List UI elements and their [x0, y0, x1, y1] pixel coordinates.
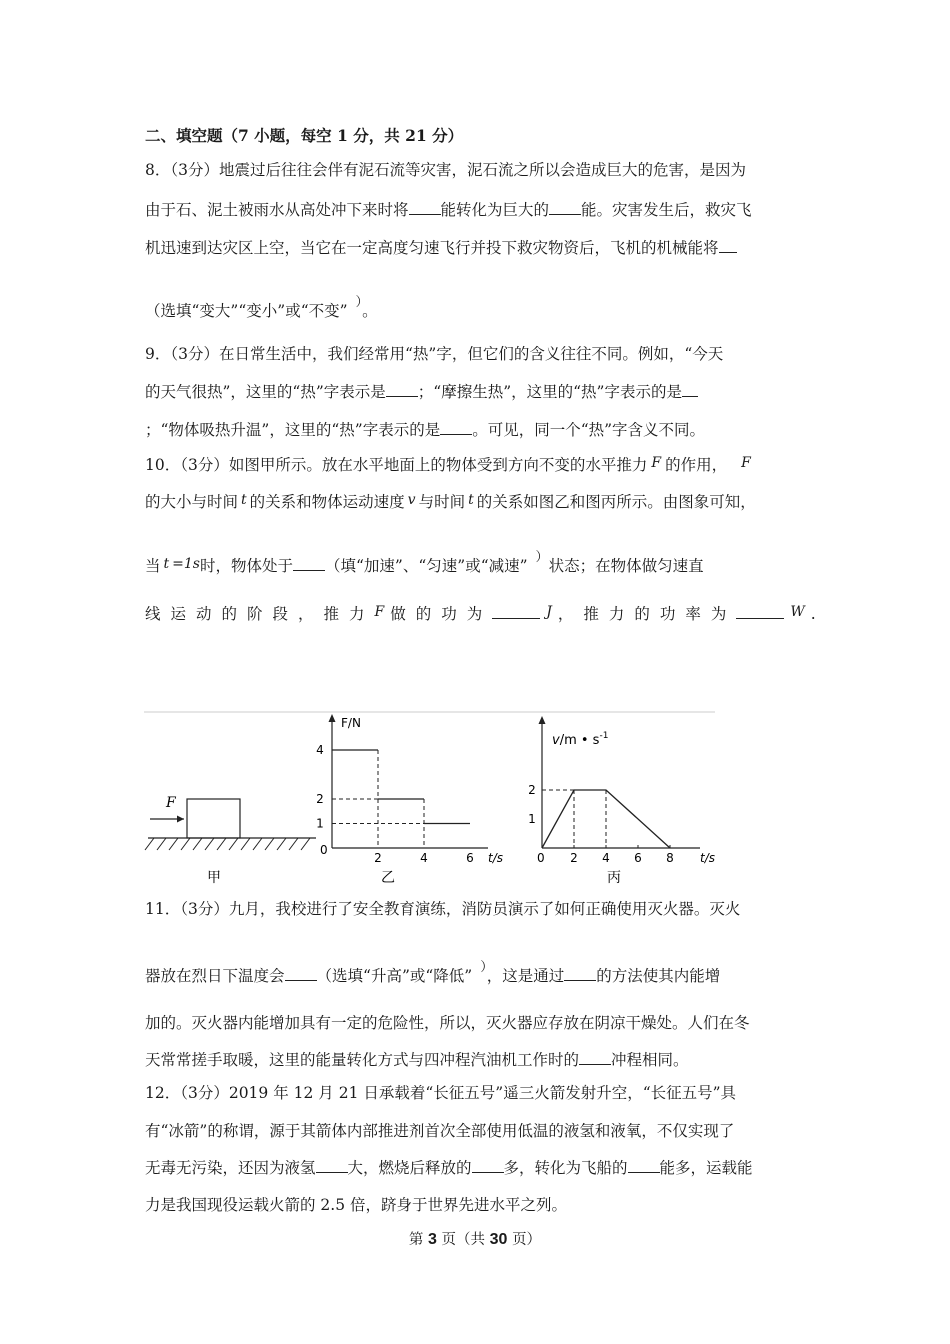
caption-jia: 甲 — [207, 870, 221, 886]
force-label: F — [166, 795, 176, 811]
hatch-stroke — [229, 838, 238, 850]
yi-y-arrow — [329, 714, 336, 722]
bing-xtick-label: 6 — [634, 851, 642, 865]
force-arrowhead — [177, 816, 184, 823]
q12-blank2[interactable] — [472, 1158, 504, 1173]
panel-jia — [145, 795, 316, 886]
yi-xtick-label: 6 — [466, 851, 474, 865]
yi-ytick-label: 2 — [316, 792, 324, 806]
yi-origin: 0 — [320, 843, 328, 857]
bing-ytick-label: 2 — [528, 783, 536, 797]
hatch-stroke — [181, 838, 190, 850]
q9-blank1[interactable] — [386, 382, 418, 397]
q11-blank1[interactable] — [285, 966, 317, 981]
q8-line2: 由于石、泥土被雨水从高处冲下来时将 能转化为巨大的 能。灾害发生后，救灾飞 — [145, 201, 752, 219]
bing-xlabel: t/s — [700, 851, 715, 865]
q11-line1: 11．（3分）九月，我校进行了安全教育演练，消防员演示了如何正确使用灭火器。灭火 — [145, 900, 741, 918]
ground-hatching — [145, 838, 310, 850]
q12-line1: 12．（3分）2019 年 12 月 21 日承载着“长征五号”遥三火箭发射升空，“长征五号”具 — [145, 1084, 737, 1102]
q10-blank1[interactable] — [293, 556, 325, 571]
caption-yi: 乙 — [381, 870, 395, 886]
q8-blank3[interactable] — [719, 238, 737, 253]
bing-origin: 0 — [537, 851, 545, 865]
yi-xlabel: t/s — [488, 851, 503, 865]
q11-line2: 器放在烈日下温度会 （选填“升高”或“降低” ），这是通过 的方法使其内能增 — [145, 960, 721, 985]
yi-ytick-label: 4 — [316, 743, 324, 757]
q12-line3: 无毒无污染，还因为液氢 大，燃烧后释放的 多，转化为飞船的 能多，运载能 — [145, 1159, 753, 1177]
hatch-stroke — [193, 838, 202, 850]
hatch-stroke — [301, 838, 310, 850]
hatch-stroke — [169, 838, 178, 850]
yi-ylabel: F/N — [341, 716, 361, 730]
q10-line1: 10．（3分）如图甲所示。放在水平地面上的物体受到方向不变的水平推力 F 的作用， F — [145, 455, 751, 474]
hatch-stroke — [157, 838, 166, 850]
hatch-stroke — [277, 838, 286, 850]
q10-blank2[interactable] — [492, 604, 540, 619]
bing-xtick-label: 4 — [602, 851, 610, 865]
q12-line4: 力是我国现役运载火箭的 2.5 倍，跻身于世界先进水平之列。 — [145, 1196, 568, 1214]
q11-line3: 加的。灭火器内能增加具有一定的危险性，所以，灭火器应存放在阴凉干燥处。人们在冬 — [145, 1014, 750, 1032]
q10-line3: 当 t =1s时，物体处于 （填“加速”、“匀速”或“减速” ）状态；在物体做匀速直 — [145, 550, 704, 575]
hatch-stroke — [205, 838, 214, 850]
panel-bing — [528, 716, 715, 886]
bing-ytick-label: 1 — [528, 812, 536, 826]
q10-line2: 的大小与时间 t 的关系和物体运动速度 v 与时间 t 的关系如图乙和图丙所示。由图象可知， — [145, 492, 756, 511]
q12-blank3[interactable] — [628, 1158, 660, 1173]
yi-xtick-label: 2 — [374, 851, 382, 865]
caption-bing: 丙 — [607, 870, 621, 886]
footer-page: 3 — [428, 1231, 437, 1248]
q9-line1: 9．（3分）在日常生活中，我们经常用“热”字，但它们的含义往往不同。例如，“今天 — [145, 345, 724, 363]
hatch-stroke — [265, 838, 274, 850]
panel-yi — [316, 714, 503, 886]
hatch-stroke — [241, 838, 250, 850]
section-heading: 二、填空题（7 小题，每空 1 分，共 21 分） — [145, 126, 464, 145]
q8-line1: 8．（3分）地震过后往往会伴有泥石流等灾害，泥石流之所以会造成巨大的危害，是因为 — [145, 161, 746, 179]
q10-line4: 线运动的阶段，推力F 做的功为 J ，推力的功率为 W . — [145, 604, 816, 623]
yi-xtick-label: 4 — [420, 851, 428, 865]
bing-y-arrow — [539, 716, 546, 724]
q10-figure — [140, 705, 730, 890]
bing-xtick-label: 8 — [666, 851, 674, 865]
hatch-stroke — [145, 838, 154, 850]
q9-blank3[interactable] — [440, 420, 472, 435]
hatch-stroke — [289, 838, 298, 850]
q9-line3: ；“物体吸热升温”，这里的“热”字表示的是 。可见，同一个“热”字含义不同。 — [145, 421, 706, 439]
yi-ytick-label: 1 — [316, 816, 324, 831]
q11-blank3[interactable] — [579, 1050, 611, 1065]
q11-blank2[interactable] — [564, 966, 596, 981]
bing-xtick-label: 2 — [570, 851, 578, 865]
q8-blank1[interactable] — [409, 200, 441, 215]
q10-blank3[interactable] — [736, 604, 784, 619]
hatch-stroke — [253, 838, 262, 850]
q11-line4: 天常常搓手取暖，这里的能量转化方式与四冲程汽油机工作时的 冲程相同。 — [145, 1051, 689, 1069]
page-footer: 第 3 页（共 30 页） — [408, 1231, 542, 1248]
bing-ylabel: v/m • $s^{-1}$ — [552, 731, 609, 748]
block — [187, 799, 240, 838]
hatch-stroke — [217, 838, 226, 850]
q8-line3: 机迅速到达灾区上空，当它在一定高度匀速飞行并投下救灾物资后，飞机的机械能将 — [145, 238, 737, 258]
q12-line2: 有“冰箭”的称谓，源于其箭体内部推进剂首次全部使用低温的液氢和液氧，不仅实现了 — [145, 1122, 735, 1140]
q8-line4: （选填“变大”“变小”或“不变” ）。 — [145, 295, 378, 320]
q12-blank1[interactable] — [316, 1158, 348, 1173]
q8-blank2[interactable] — [549, 200, 581, 215]
footer-total: 30 — [489, 1231, 508, 1248]
q9-blank2[interactable] — [682, 382, 698, 397]
q9-line2: 的天气很热”，这里的“热”字表示是 ；“摩擦生热”，这里的“热”字表示的是 — [145, 382, 698, 402]
